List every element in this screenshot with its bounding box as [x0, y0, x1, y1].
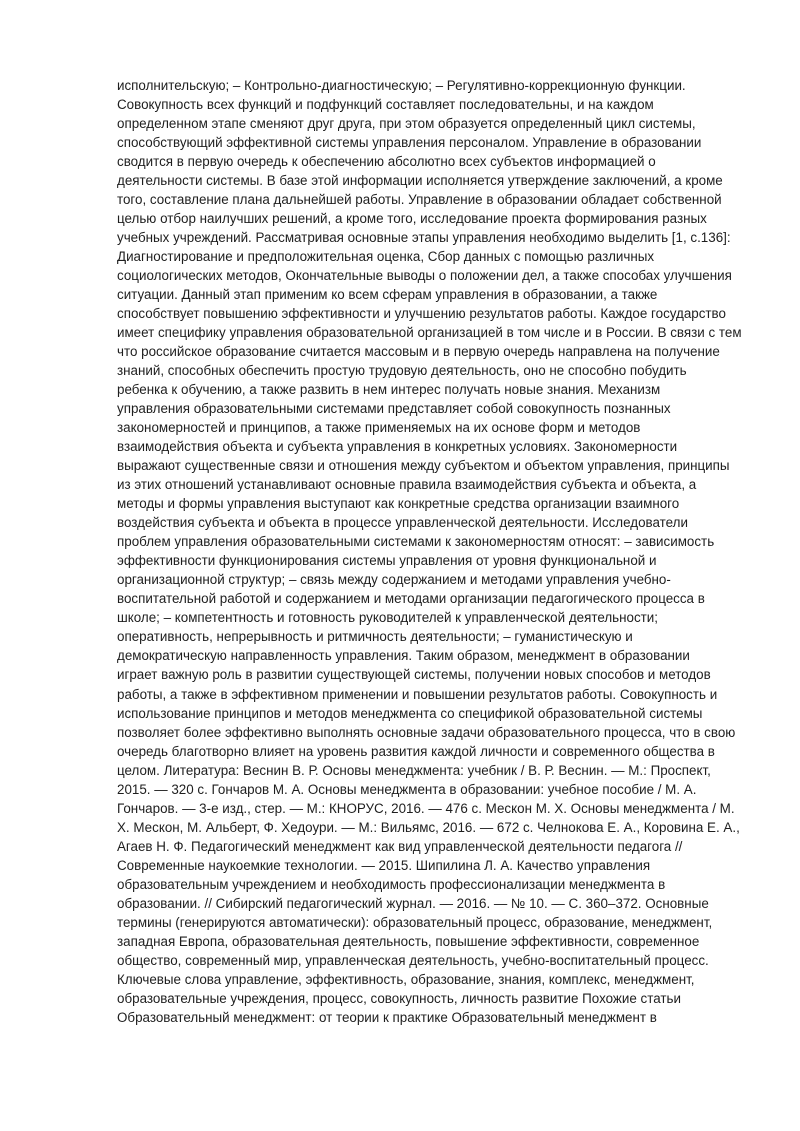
- text-line: Диагностирование и предположительная оценка, Сбор данных с помощью различных: [117, 249, 655, 265]
- text-line: сводится в первую очередь к обеспечению абсолютно всех субъектов информацией о: [117, 154, 656, 170]
- text-line: Гончаров. — 3-е изд., стер. — М.: КНОРУС, 2016. — 476 с. Мескон М. Х. Основы менеджмента / М.: [117, 800, 735, 816]
- text-line: деятельности системы. В базе этой информации исполняется утверждение заключений, а кроме: [117, 173, 723, 189]
- text-line: термины (генерируются автоматически): образовательный процесс, образование, менеджмент,: [117, 914, 713, 930]
- text-line: проблем управления образовательными системами к закономерностям относят: – зависимость: [117, 534, 715, 550]
- text-line: определенном этапе сменяют друг друга, при этом образуется определенный цикл системы,: [117, 116, 696, 132]
- text-line: демократическую направленность управления. Таким образом, менеджмент в образовании: [117, 648, 690, 664]
- text-line: играет важную роль в развитии существующей системы, получении новых способов и методов: [117, 667, 711, 683]
- text-line: Современные наукоемкие технологии. — 2015. Шипилина Л. А. Качество управления: [117, 857, 651, 873]
- text-line: того, составление плана дальнейшей работы. Управление в образовании обладает собственной: [117, 192, 722, 208]
- text-line: что российское образование считается массовым и в первую очередь направлена на получение: [117, 344, 720, 360]
- text-line: ребенка к обучению, а также развить в нем интерес получать новые знания. Механизм: [117, 382, 661, 398]
- text-line: образовательные учреждения, процесс, совокупность, личность развитие Похожие статьи: [117, 990, 681, 1006]
- text-line: школе; – компетентность и готовность руководителей к управленческой деятельности;: [117, 610, 658, 626]
- text-line: общество, современный мир, управленческая деятельность, учебно-воспитательный процесс.: [117, 952, 709, 968]
- text-line: эффективности функционирования системы управления от уровня функциональной и: [117, 553, 657, 569]
- text-line: исполнительскую; – Контрольно-диагностическую; – Регулятивно-коррекционную функции.: [117, 78, 686, 93]
- text-line: позволяет более эффективно выполнять основные задачи образовательного процесса, что в свою: [117, 724, 736, 740]
- text-line: целом. Литература: Веснин В. Р. Основы менеджмента: учебник / В. Р. Веснин. — М.: Проспект,: [117, 762, 711, 778]
- text-line: 2015. — 320 с. Гончаров М. А. Основы менеджмента в образовании: учебное пособие / М. А.: [117, 781, 697, 797]
- text-line: из этих отношений устанавливают основные правила взаимодействия субъекта и объекта, а: [117, 477, 697, 493]
- text-line: очередь благотворно влияет на уровень развития каждой личности и современного общества в: [117, 743, 715, 759]
- text-line: западная Европа, образовательная деятельность, повышение эффективности, современное: [117, 933, 700, 949]
- text-line: организационной структур; – связь между содержанием и методами управления учебно-: [117, 572, 671, 588]
- text-line: Образовательный менеджмент: от теории к практике Образовательный менеджмент в: [117, 1009, 657, 1025]
- text-line: воздействия субъекта и объекта в процессе управленческой деятельности. Исследователи: [117, 515, 688, 531]
- text-line: [117, 1027, 747, 1046]
- text-line: закономерностей и принципов, а также применяемых на их основе форм и методов: [117, 420, 641, 436]
- text-line: использование принципов и методов менеджмента со спецификой образовательной системы: [117, 705, 703, 721]
- text-line: оперативность, непрерывность и ритмичность деятельности; – гуманистическую и: [117, 629, 633, 645]
- text-line: целью отбор наилучших решений, а кроме того, исследование проекта формирования разных: [117, 211, 707, 227]
- text-line: Агаев Н. Ф. Педагогический менеджмент как вид управленческой деятельности педагога //: [117, 838, 683, 854]
- article-body: [117, 76, 747, 1046]
- text-line: образовательным учреждением и необходимость профессионализации менеджмента в: [117, 876, 666, 892]
- text-line: образовании. // Сибирский педагогический журнал. — 2016. — № 10. — С. 360–372. Основные: [117, 895, 709, 911]
- text-line: методы и формы управления выступают как конкретные средства организации взаимного: [117, 496, 680, 512]
- text-line: ситуации. Данный этап применим ко всем сферам управления в образовании, а также: [117, 287, 658, 303]
- text-line: способствующий эффективной системы управления персоналом. Управление в образовании: [117, 135, 702, 151]
- text-line: выражают существенные связи и отношения между субъектом и объектом управления, принципы: [117, 458, 730, 474]
- text-line: Совокупность всех функций и подфункций составляет последовательны, и на каждом: [117, 97, 654, 113]
- text-line: взаимодействия объекта и субъекта управления в конкретных условиях. Закономерности: [117, 439, 678, 455]
- text-line: способствует повышению эффективности и улучшению результатов работы. Каждое государство: [117, 306, 726, 322]
- text-line: Ключевые слова управление, эффективность, образование, знания, комплекс, менеджмент,: [117, 971, 695, 987]
- text-line: Х. Мескон, М. Альберт, Ф. Хедоури. — М.: Вильямс, 2016. — 672 с. Челнокова Е. А., Коровина Е. А.,: [117, 819, 740, 835]
- text-line: имеет специфику управления образовательной организацией в том числе и в России. В связи с тем: [117, 325, 742, 341]
- text-line: работы, а также в эффективном применении и повышении результатов работы. Совокупность и: [117, 686, 718, 702]
- text-line: знаний, способных обеспечить простую трудовую деятельность, оно не способно побудить: [117, 363, 687, 379]
- text-line: управления образовательными системами представляет собой совокупность познанных: [117, 401, 671, 417]
- text-line: воспитательной работой и содержанием и методами организации педагогического процесса в: [117, 591, 705, 607]
- text-line: социологических методов, Окончательные выводы о положении дел, а также способах улучшения: [117, 268, 732, 284]
- text-line: учебных учреждений. Рассматривая основные этапы управления необходимо выделить [1, с.136]:: [117, 230, 731, 246]
